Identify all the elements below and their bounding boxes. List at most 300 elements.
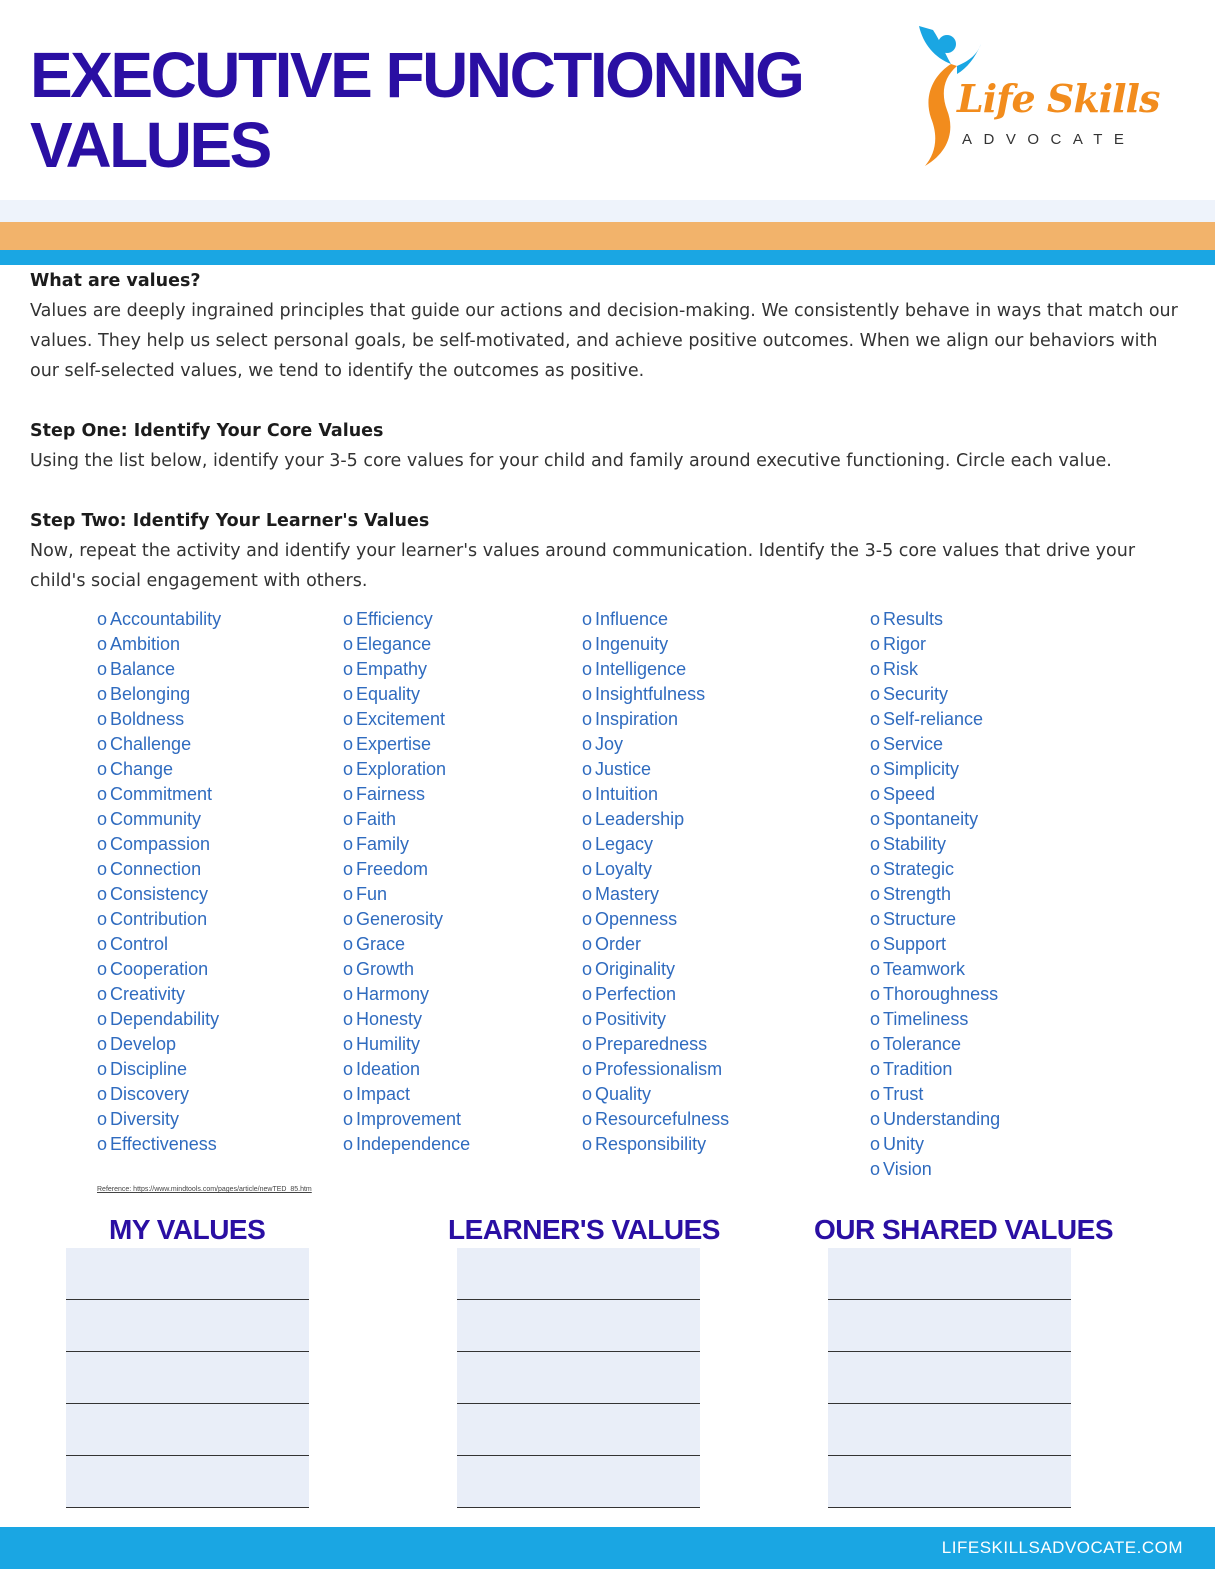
checkbox-bullet: o xyxy=(343,1034,354,1054)
value-item[interactable] xyxy=(343,782,470,807)
checkbox-bullet: o xyxy=(582,884,593,904)
checkbox-bullet: o xyxy=(582,684,593,704)
checkbox-bullet: o xyxy=(870,659,881,679)
value-item[interactable] xyxy=(870,982,1000,1007)
value-label: Loyalty xyxy=(595,859,653,879)
value-item[interactable] xyxy=(870,957,1000,982)
value-label: Responsibility xyxy=(595,1134,707,1154)
checkbox-bullet: o xyxy=(582,834,593,854)
header-band-light xyxy=(0,200,1215,222)
value-label: Equality xyxy=(356,684,421,704)
value-item[interactable] xyxy=(582,632,729,657)
checkbox-bullet: o xyxy=(343,1009,354,1029)
checkbox-bullet: o xyxy=(582,1034,593,1054)
checkbox-bullet: o xyxy=(870,1109,881,1129)
value-label: Consistency xyxy=(110,884,209,904)
value-item[interactable] xyxy=(97,757,221,782)
checkbox-bullet: o xyxy=(582,1059,593,1079)
value-label: Generosity xyxy=(356,909,444,929)
writing-line xyxy=(66,1351,309,1352)
value-label: Thoroughness xyxy=(883,984,999,1004)
value-label: Change xyxy=(110,759,174,779)
value-label: Commitment xyxy=(110,784,213,804)
writing-line xyxy=(457,1403,700,1404)
value-label: Fun xyxy=(356,884,388,904)
checkbox-bullet: o xyxy=(97,1134,108,1154)
writing-line xyxy=(66,1299,309,1300)
value-label: Fairness xyxy=(356,784,426,804)
value-item[interactable] xyxy=(97,982,221,1007)
value-label: Impact xyxy=(356,1084,411,1104)
checkbox-bullet: o xyxy=(97,659,108,679)
value-item[interactable] xyxy=(97,882,221,907)
value-label: Security xyxy=(883,684,949,704)
value-item[interactable] xyxy=(343,632,470,657)
value-item[interactable] xyxy=(870,832,1000,857)
value-item[interactable] xyxy=(870,707,1000,732)
value-label: Cooperation xyxy=(110,959,209,979)
checkbox-bullet: o xyxy=(343,709,354,729)
value-item[interactable] xyxy=(343,882,470,907)
value-item[interactable] xyxy=(343,732,470,757)
value-item[interactable] xyxy=(343,1107,470,1132)
value-label: Mastery xyxy=(595,884,660,904)
checkbox-bullet: o xyxy=(97,809,108,829)
checkbox-bullet: o xyxy=(582,709,593,729)
value-label: Accountability xyxy=(110,609,222,629)
value-item[interactable] xyxy=(582,832,729,857)
value-label: Discipline xyxy=(110,1059,188,1079)
value-item[interactable] xyxy=(97,907,221,932)
writing-line xyxy=(457,1351,700,1352)
value-item[interactable] xyxy=(870,907,1000,932)
value-label: Timeliness xyxy=(883,1009,969,1029)
checkbox-bullet: o xyxy=(343,634,354,654)
value-item[interactable] xyxy=(582,907,729,932)
checkbox-bullet: o xyxy=(870,1034,881,1054)
checkbox-bullet: o xyxy=(870,1159,881,1179)
value-item[interactable] xyxy=(870,607,1000,632)
value-label: Family xyxy=(356,834,410,854)
value-label: Influence xyxy=(595,609,669,629)
value-item[interactable] xyxy=(343,757,470,782)
value-label: Exploration xyxy=(356,759,447,779)
checkbox-bullet: o xyxy=(97,909,108,929)
value-item[interactable] xyxy=(343,982,470,1007)
value-item[interactable] xyxy=(97,732,221,757)
checkbox-bullet: o xyxy=(870,709,881,729)
checkbox-bullet: o xyxy=(343,909,354,929)
shared-values-box[interactable] xyxy=(828,1248,1071,1508)
checkbox-bullet: o xyxy=(97,784,108,804)
writing-line xyxy=(66,1455,309,1456)
checkbox-bullet: o xyxy=(582,759,593,779)
value-item[interactable] xyxy=(97,832,221,857)
value-item[interactable] xyxy=(97,807,221,832)
footer-bar xyxy=(0,1527,1215,1569)
value-label: Spontaneity xyxy=(883,809,979,829)
value-label: Improvement xyxy=(356,1109,462,1129)
writing-line xyxy=(828,1403,1071,1404)
checkbox-bullet: o xyxy=(582,934,593,954)
value-item[interactable] xyxy=(97,657,221,682)
checkbox-bullet: o xyxy=(870,959,881,979)
value-item[interactable] xyxy=(582,707,729,732)
checkbox-bullet: o xyxy=(870,1134,881,1154)
logo-tagline: ADVOCATE xyxy=(962,131,1136,148)
value-item[interactable] xyxy=(870,932,1000,957)
step-one-heading: Step One: Identify Your Core Values xyxy=(30,421,384,441)
value-item[interactable] xyxy=(343,682,470,707)
value-label: Honesty xyxy=(356,1009,423,1029)
value-label: Simplicity xyxy=(883,759,960,779)
checkbox-bullet: o xyxy=(97,1109,108,1129)
value-item[interactable] xyxy=(582,882,729,907)
step-one-body: Using the list below, identify your 3-5 core values for your child and family around executive functioning. Circle each value. xyxy=(30,451,1112,471)
value-label: Leadership xyxy=(595,809,685,829)
value-item[interactable] xyxy=(870,1057,1000,1082)
value-label: Service xyxy=(883,734,944,754)
checkbox-bullet: o xyxy=(343,1134,354,1154)
value-label: Rigor xyxy=(883,634,927,654)
value-item[interactable] xyxy=(97,782,221,807)
checkbox-bullet: o xyxy=(582,859,593,879)
checkbox-bullet: o xyxy=(343,659,354,679)
checkbox-bullet: o xyxy=(97,984,108,1004)
value-item[interactable] xyxy=(97,1132,221,1157)
value-label: Unity xyxy=(883,1134,925,1154)
value-label: Discovery xyxy=(110,1084,190,1104)
value-item[interactable] xyxy=(870,1082,1000,1107)
checkbox-bullet: o xyxy=(343,759,354,779)
checkbox-bullet: o xyxy=(343,959,354,979)
learners-values-heading: LEARNER'S VALUES xyxy=(448,1214,720,1245)
checkbox-bullet: o xyxy=(870,909,881,929)
checkbox-bullet: o xyxy=(582,784,593,804)
value-label: Effectiveness xyxy=(110,1134,217,1154)
value-item[interactable] xyxy=(582,732,729,757)
value-label: Trust xyxy=(883,1084,924,1104)
value-label: Structure xyxy=(883,909,957,929)
value-label: Empathy xyxy=(356,659,428,679)
value-label: Resourcefulness xyxy=(595,1109,730,1129)
value-item[interactable] xyxy=(97,957,221,982)
checkbox-bullet: o xyxy=(582,1109,593,1129)
value-item[interactable] xyxy=(343,857,470,882)
checkbox-bullet: o xyxy=(97,884,108,904)
value-item[interactable] xyxy=(343,1057,470,1082)
checkbox-bullet: o xyxy=(582,959,593,979)
value-label: Ingenuity xyxy=(595,634,669,654)
intro-section xyxy=(30,266,1180,386)
writing-line xyxy=(828,1299,1071,1300)
value-label: Positivity xyxy=(595,1009,667,1029)
value-label: Excitement xyxy=(356,709,446,729)
checkbox-bullet: o xyxy=(343,734,354,754)
value-label: Order xyxy=(595,934,642,954)
value-item[interactable] xyxy=(97,632,221,657)
value-item[interactable] xyxy=(582,932,729,957)
checkbox-bullet: o xyxy=(343,1109,354,1129)
value-item[interactable] xyxy=(582,807,729,832)
value-item[interactable] xyxy=(870,857,1000,882)
checkbox-bullet: o xyxy=(343,834,354,854)
value-label: Independence xyxy=(356,1134,471,1154)
checkbox-bullet: o xyxy=(870,784,881,804)
life-skills-advocate-logo xyxy=(905,14,1165,174)
checkbox-bullet: o xyxy=(582,809,593,829)
checkbox-bullet: o xyxy=(870,1084,881,1104)
value-item[interactable] xyxy=(343,1132,470,1157)
value-item[interactable] xyxy=(343,907,470,932)
value-item[interactable] xyxy=(870,682,1000,707)
checkbox-bullet: o xyxy=(343,1059,354,1079)
writing-line xyxy=(457,1299,700,1300)
checkbox-bullet: o xyxy=(870,1059,881,1079)
value-item[interactable] xyxy=(870,732,1000,757)
intro-body: Values are deeply ingrained principles that guide our actions and decision-making. We consistently behave in ways that match our values. They help us select personal goals, be self-motivated, and achieve positive outcomes. When we align our behaviors with our self-selected values, we tend to identify the outcomes as positive. xyxy=(30,301,1178,381)
checkbox-bullet: o xyxy=(870,684,881,704)
checkbox-bullet: o xyxy=(870,734,881,754)
writing-line xyxy=(828,1507,1071,1508)
value-label: Self-reliance xyxy=(883,709,984,729)
value-label: Creativity xyxy=(110,984,186,1004)
value-label: Intuition xyxy=(595,784,659,804)
step-one-section xyxy=(30,416,1180,476)
value-label: Risk xyxy=(883,659,919,679)
checkbox-bullet: o xyxy=(582,609,593,629)
value-item[interactable] xyxy=(97,682,221,707)
checkbox-bullet: o xyxy=(97,609,108,629)
checkbox-bullet: o xyxy=(870,809,881,829)
value-item[interactable] xyxy=(582,1082,729,1107)
value-label: Ambition xyxy=(110,634,181,654)
value-label: Efficiency xyxy=(356,609,433,629)
checkbox-bullet: o xyxy=(97,709,108,729)
value-label: Stability xyxy=(883,834,947,854)
value-item[interactable] xyxy=(870,757,1000,782)
value-item[interactable] xyxy=(582,1107,729,1132)
value-item[interactable] xyxy=(343,607,470,632)
value-item[interactable] xyxy=(870,1032,1000,1057)
value-label: Quality xyxy=(595,1084,652,1104)
value-label: Dependability xyxy=(110,1009,220,1029)
my-values-heading: MY VALUES xyxy=(109,1214,266,1245)
value-label: Support xyxy=(883,934,947,954)
checkbox-bullet: o xyxy=(97,1084,108,1104)
checkbox-bullet: o xyxy=(582,1009,593,1029)
checkbox-bullet: o xyxy=(343,684,354,704)
value-label: Grace xyxy=(356,934,406,954)
checkbox-bullet: o xyxy=(582,909,593,929)
step-two-heading: Step Two: Identify Your Learner's Values xyxy=(30,511,430,531)
header-band-orange xyxy=(0,222,1215,250)
footer-website[interactable]: LIFESKILLSADVOCATE.COM xyxy=(941,1538,1183,1557)
value-label: Community xyxy=(110,809,202,829)
value-label: Perfection xyxy=(595,984,677,1004)
value-item[interactable] xyxy=(582,1132,729,1157)
value-item[interactable] xyxy=(870,1007,1000,1032)
value-label: Connection xyxy=(110,859,202,879)
value-item[interactable] xyxy=(582,682,729,707)
checkbox-bullet: o xyxy=(97,634,108,654)
value-item[interactable] xyxy=(343,832,470,857)
checkbox-bullet: o xyxy=(343,784,354,804)
value-label: Balance xyxy=(110,659,176,679)
value-label: Ideation xyxy=(356,1059,421,1079)
page-title-line-1: EXECUTIVE FUNCTIONING xyxy=(30,39,803,111)
checkbox-bullet: o xyxy=(870,759,881,779)
value-label: Diversity xyxy=(110,1109,180,1129)
value-item[interactable] xyxy=(582,757,729,782)
checkbox-bullet: o xyxy=(870,634,881,654)
value-item[interactable] xyxy=(870,632,1000,657)
value-item[interactable] xyxy=(343,1007,470,1032)
checkbox-bullet: o xyxy=(870,1009,881,1029)
values-column-2 xyxy=(343,607,470,1157)
value-label: Harmony xyxy=(356,984,430,1004)
value-label: Professionalism xyxy=(595,1059,723,1079)
value-label: Expertise xyxy=(356,734,432,754)
checkbox-bullet: o xyxy=(582,1084,593,1104)
value-item[interactable] xyxy=(97,1057,221,1082)
value-item[interactable] xyxy=(343,932,470,957)
value-item[interactable] xyxy=(870,657,1000,682)
value-label: Openness xyxy=(595,909,678,929)
value-item[interactable] xyxy=(582,1032,729,1057)
value-label: Tradition xyxy=(883,1059,953,1079)
writing-line xyxy=(457,1507,700,1508)
value-item[interactable] xyxy=(97,932,221,957)
value-item[interactable] xyxy=(343,707,470,732)
checkbox-bullet: o xyxy=(582,734,593,754)
value-item[interactable] xyxy=(870,882,1000,907)
value-label: Contribution xyxy=(110,909,208,929)
values-column-4 xyxy=(870,607,1000,1182)
value-item[interactable] xyxy=(870,1157,1000,1182)
checkbox-bullet: o xyxy=(97,959,108,979)
value-label: Strength xyxy=(883,884,952,904)
value-label: Control xyxy=(110,934,169,954)
checkbox-bullet: o xyxy=(870,859,881,879)
checkbox-bullet: o xyxy=(343,884,354,904)
checkbox-bullet: o xyxy=(582,984,593,1004)
value-item[interactable] xyxy=(97,707,221,732)
values-column-3 xyxy=(582,607,729,1157)
value-item[interactable] xyxy=(582,1057,729,1082)
value-item[interactable] xyxy=(97,607,221,632)
logo-wordmark: Life Skills xyxy=(957,76,1160,121)
value-item[interactable] xyxy=(582,957,729,982)
value-item[interactable] xyxy=(343,1032,470,1057)
value-item[interactable] xyxy=(97,1007,221,1032)
checkbox-bullet: o xyxy=(97,834,108,854)
checkbox-bullet: o xyxy=(97,934,108,954)
checkbox-bullet: o xyxy=(97,859,108,879)
writing-line xyxy=(66,1403,309,1404)
value-item[interactable] xyxy=(582,1007,729,1032)
value-item[interactable] xyxy=(582,982,729,1007)
value-label: Humility xyxy=(356,1034,421,1054)
value-label: Tolerance xyxy=(883,1034,962,1054)
value-label: Insightfulness xyxy=(595,684,706,704)
value-item[interactable] xyxy=(582,607,729,632)
intro-heading: What are values? xyxy=(30,271,201,291)
value-item[interactable] xyxy=(582,782,729,807)
value-label: Originality xyxy=(595,959,676,979)
value-item[interactable] xyxy=(343,1082,470,1107)
value-item[interactable] xyxy=(343,957,470,982)
value-item[interactable] xyxy=(582,857,729,882)
learners-values-box[interactable] xyxy=(457,1248,700,1508)
value-label: Boldness xyxy=(110,709,185,729)
checkbox-bullet: o xyxy=(97,1059,108,1079)
value-label: Legacy xyxy=(595,834,654,854)
value-label: Strategic xyxy=(883,859,955,879)
value-label: Preparedness xyxy=(595,1034,708,1054)
value-label: Develop xyxy=(110,1034,177,1054)
checkbox-bullet: o xyxy=(870,884,881,904)
value-label: Freedom xyxy=(356,859,429,879)
value-label: Faith xyxy=(356,809,397,829)
value-label: Inspiration xyxy=(595,709,679,729)
value-item[interactable] xyxy=(97,857,221,882)
checkbox-bullet: o xyxy=(870,934,881,954)
value-item[interactable] xyxy=(870,1107,1000,1132)
checkbox-bullet: o xyxy=(870,834,881,854)
value-item[interactable] xyxy=(97,1107,221,1132)
value-label: Teamwork xyxy=(883,959,966,979)
value-item[interactable] xyxy=(343,807,470,832)
checkbox-bullet: o xyxy=(870,984,881,1004)
checkbox-bullet: o xyxy=(97,1009,108,1029)
my-values-box[interactable] xyxy=(66,1248,309,1508)
checkbox-bullet: o xyxy=(343,1084,354,1104)
value-label: Intelligence xyxy=(595,659,687,679)
value-label: Challenge xyxy=(110,734,192,754)
checkbox-bullet: o xyxy=(97,759,108,779)
checkbox-bullet: o xyxy=(343,934,354,954)
shared-values-heading: OUR SHARED VALUES xyxy=(814,1214,1114,1245)
reference-link[interactable]: Reference: https://www.mindtools.com/pages/article/newTED_85.htm xyxy=(97,1186,312,1193)
checkbox-bullet: o xyxy=(343,609,354,629)
checkbox-bullet: o xyxy=(343,859,354,879)
value-item[interactable] xyxy=(870,782,1000,807)
checkbox-bullet: o xyxy=(582,1134,593,1154)
checkbox-bullet: o xyxy=(582,634,593,654)
writing-line xyxy=(828,1351,1071,1352)
writing-line xyxy=(828,1455,1071,1456)
value-item[interactable] xyxy=(97,1032,221,1057)
writing-line xyxy=(66,1507,309,1508)
checkbox-bullet: o xyxy=(97,734,108,754)
value-label: Justice xyxy=(595,759,652,779)
value-label: Results xyxy=(883,609,944,629)
values-column-1 xyxy=(97,607,221,1157)
value-item[interactable] xyxy=(343,657,470,682)
checkbox-bullet: o xyxy=(343,809,354,829)
checkbox-bullet: o xyxy=(97,684,108,704)
value-item[interactable] xyxy=(97,1082,221,1107)
value-item[interactable] xyxy=(582,657,729,682)
writing-line xyxy=(457,1455,700,1456)
value-label: Compassion xyxy=(110,834,211,854)
value-item[interactable] xyxy=(870,807,1000,832)
value-label: Joy xyxy=(595,734,624,754)
page-title-line-2: VALUES xyxy=(30,109,270,181)
checkbox-bullet: o xyxy=(97,1034,108,1054)
value-item[interactable] xyxy=(870,1132,1000,1157)
